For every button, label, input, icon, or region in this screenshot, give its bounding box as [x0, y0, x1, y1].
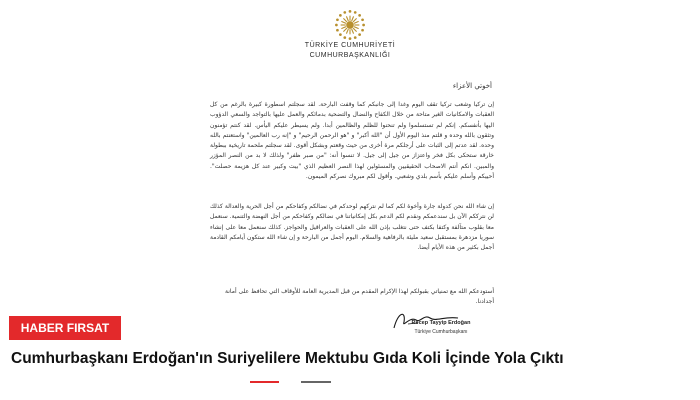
letter-paragraph-2: إن شاء الله نحن كدولة جارة وأخوة لكم كما لم نتركهم لوحدكم في نضالكم وكفاحكم من أجل الحرية والعدالة كذلك لن نترككم الآن بل سندعمكم ونقدم لكم الدعم بكل إمكانياتنا في نضالكم وكفاحكم من أجل النهضة والتنمية. سنعمل معا بقلوب متآلفة وكتفا بكتف حتى نتغلب بإذن الله على العقبات والعراقيل والحواجز. كذلك سنعمل معا على إنشاء سوريا مزدهرة بمستقبل سعيد مليئة بالرفاهية والسلام. اليوم أجمل من البارحة و إن شاء الله ستكون أيامكم القادمة أجمل بكثير من هذه الأيام أيضا. — [210, 203, 494, 252]
emblem-ray — [346, 16, 348, 21]
emblem-ray — [341, 27, 346, 29]
emblem-star — [361, 18, 364, 21]
emblem-star — [354, 11, 357, 14]
site-badge[interactable]: HABER FIRSAT — [9, 316, 121, 340]
emblem-star — [354, 36, 357, 39]
emblem-star — [358, 14, 361, 17]
signature-name: Recep Tayyip Erdoğan — [411, 320, 471, 326]
category-link-line[interactable] — [250, 381, 279, 383]
signature-title: Türkiye Cumhurbaşkanı — [414, 329, 468, 335]
emblem-star — [339, 33, 342, 36]
emblem-ray — [346, 29, 348, 34]
emblem-star — [336, 18, 339, 21]
emblem-star — [361, 29, 364, 32]
article-headline[interactable]: Cumhurbaşkanı Erdoğan'ın Suriyelilere Mektubu Gıda Koli İçinde Yola Çıktı — [11, 350, 564, 367]
emblem-star — [349, 37, 352, 40]
emblem-sun — [346, 21, 354, 29]
date-line — [301, 381, 331, 383]
emblem-star — [349, 10, 352, 13]
emblem-ray — [352, 16, 354, 21]
emblem-ray — [353, 28, 357, 32]
letterhead-org-line2: CUMHURBAŞKANLIĞI — [309, 52, 391, 59]
letter-salutation: أخوتي الأعزاء — [452, 82, 492, 90]
letterhead-org-line1: TÜRKİYE CUMHURİYETİ — [304, 42, 396, 49]
emblem-ray — [343, 28, 347, 32]
emblem-star — [336, 29, 339, 32]
emblem-ray — [341, 21, 346, 23]
emblem-ray — [354, 27, 359, 29]
emblem-ray — [354, 21, 359, 23]
article-meta-bar — [250, 381, 370, 384]
emblem-ray — [353, 18, 357, 22]
emblem-ray — [352, 29, 354, 34]
emblem-star — [358, 33, 361, 36]
letter-closing: أستودعكم الله مع تمنياتي بقبولكم لهذا الإكرام المقدم من قبل المديرية العامة للأوقاف التي تحافظ على أمانة أجدادنا. — [225, 288, 494, 305]
emblem-ray — [343, 18, 347, 22]
emblem-star — [339, 14, 342, 17]
emblem-star — [343, 36, 346, 39]
emblem-star — [343, 11, 346, 14]
letter-paragraph-1: إن تركيا وشعب تركيا تقف اليوم وغدا إلى جانبكم كما وقفت البارحة. لقد سجلتم اسطورة كبيرة بالرغم من كل العقبات والامكانيات الغير متاحة من خلال الكفاح والنضال والتضحية بدمائكم والعمل عليها بالتواجد والسعي الدؤوب اليها بأنفسكم. إنكم لم تستسلموا ولم تنحنوا للظلم والظالمين أبدا. ولم يسيطر عليكم اليأس. لقد كنتم تؤمنون وتثقون بالله وحده و قلتم منذ اليوم الأول أن "الله أكبر" و "هو الرحمن الرحيم" و "إنه رب العالمين" واستعنتم بالله وحده. لقد عدتم إلى الثبات على أرجلكم مرة أخرى من حيث وقعتم وبشكل أقوى. لقد سجلتم ملحمة تاريخية ببطولة خارقة ستحكى بكل فخر واعتزاز من جيل إلى جيل. لا تنسوا أنه: "من صبر ظفر" ولذلك لا بد من النصر المؤزر والمبين. انكم أنتم الاصحاب الحقيقيين والمسئولين لهذا النصر العظيم الذي "بيت وكبير عند كل هزيمة حصلت". أحييكم وأسلم عليكم بأسم بلدي وشعبي. وأقول لكم مبروك نصركم الميمون. — [210, 101, 494, 181]
emblem-star — [362, 24, 365, 27]
emblem-star — [335, 24, 338, 27]
presidential-seal-icon — [333, 8, 367, 42]
